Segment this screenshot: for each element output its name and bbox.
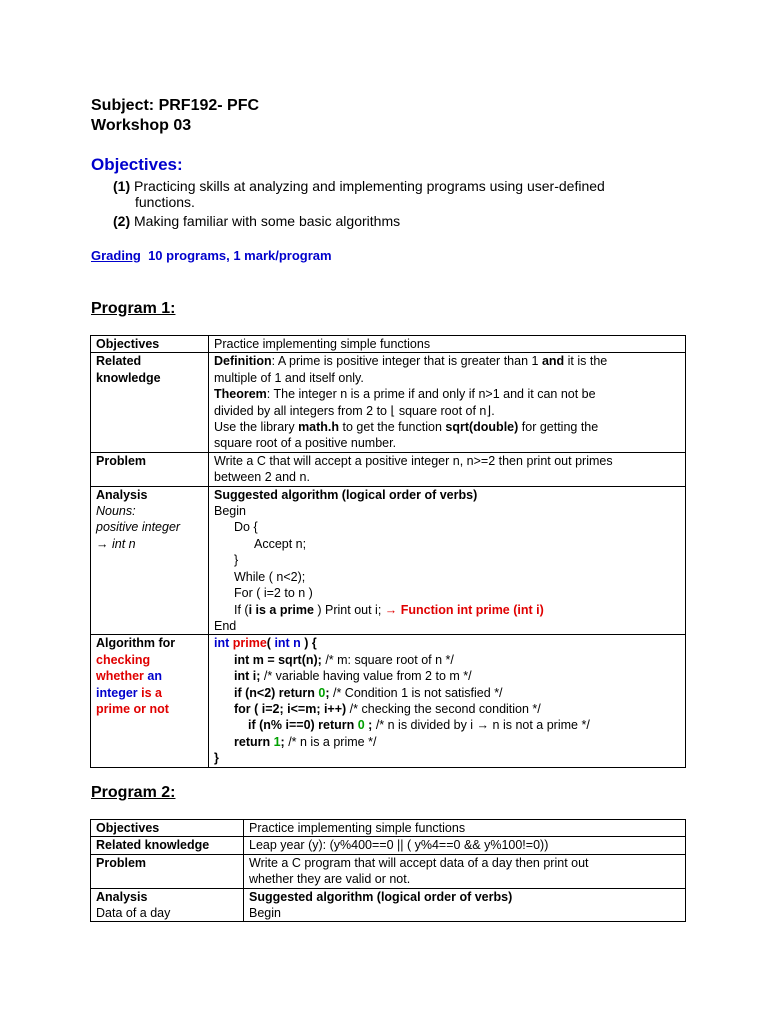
row-label: Algorithm for checking whether an integer is a prime or not — [91, 635, 209, 767]
row-label: Analysis Nouns: positive integer → int n — [91, 486, 209, 635]
table-row — [91, 854, 686, 888]
objective-item-1 — [113, 178, 605, 194]
row-value: Write a C program that will accept data of a day then print out whether they are valid or not. — [244, 854, 686, 888]
objective-item-2 — [113, 213, 400, 229]
objective-text: Making familiar with some basic algorithms — [130, 213, 401, 229]
program-2-title: Program 2: — [91, 784, 176, 801]
table-row — [91, 837, 686, 854]
row-value: Suggested algorithm (logical order of verbs) Begin Do { Accept n; } While ( n<2); For ( i=2 to n ) If (i is a prime ) Print out i; → Function int prime (int i) End — [209, 486, 686, 635]
table-row — [91, 336, 686, 353]
grading-line — [91, 248, 332, 263]
grading-text: 10 programs, 1 mark/program — [148, 248, 332, 263]
row-value: Practice implementing simple functions — [209, 336, 686, 353]
row-value: Write a C that will accept a positive integer n, n>=2 then print out primes between 2 and n. — [209, 452, 686, 486]
objective-item-1-cont: functions. — [135, 194, 195, 210]
row-label: Related knowledge — [91, 837, 244, 854]
table-row — [91, 888, 686, 922]
grading-label: Grading — [91, 248, 141, 263]
table-row — [91, 820, 686, 837]
table-row — [91, 486, 686, 635]
objectives-heading: Objectives: — [91, 155, 183, 174]
row-label: Objectives — [91, 820, 244, 837]
row-value: Leap year (y): (y%400==0 || ( y%4==0 && y%100!=0)) — [244, 837, 686, 854]
row-label: Analysis Data of a day — [91, 888, 244, 922]
table-row — [91, 635, 686, 767]
objective-number: (1) — [113, 178, 131, 194]
row-value: Suggested algorithm (logical order of verbs) Begin — [244, 888, 686, 922]
row-label: Related knowledge — [91, 353, 209, 452]
program-1-title: Program 1: — [91, 300, 176, 317]
code-block: int prime( int n ) { int m = sqrt(n); /* m: square root of n */ int i; /* variable having value from 2 to m */ if (n<2) return 0; /* Condition 1 is not satisfied */ for ( i=2; i<=m; i++) /* checking the second condition */ if (n% i==0) return 0 ; /* n is divided by i → n is not a prime */ return 1; /* n is a prime */ } — [209, 635, 686, 767]
program-1-table — [90, 335, 686, 768]
subject-heading: Subject: PRF192- PFC — [91, 97, 260, 114]
table-row — [91, 353, 686, 452]
objective-number: (2) — [113, 213, 131, 229]
row-value: Definition: A prime is positive integer that is greater than 1 and it is the multiple of 1 and itself only. Theorem: The integer n is a prime if and only if n>1 and it can not be divided by all integers from 2 to ⌊ square root of n⌋. Use the library math.h to get the function sqrt(double) for getting the square root of a positive number. — [209, 353, 686, 452]
program-2-table — [90, 819, 686, 922]
row-label: Objectives — [91, 336, 209, 353]
row-label: Problem — [91, 854, 244, 888]
workshop-heading: Workshop 03 — [91, 117, 192, 134]
table-row — [91, 452, 686, 486]
row-label: Problem — [91, 452, 209, 486]
objective-text: Practicing skills at analyzing and implementing programs using user-defined — [130, 178, 605, 194]
row-value: Practice implementing simple functions — [244, 820, 686, 837]
